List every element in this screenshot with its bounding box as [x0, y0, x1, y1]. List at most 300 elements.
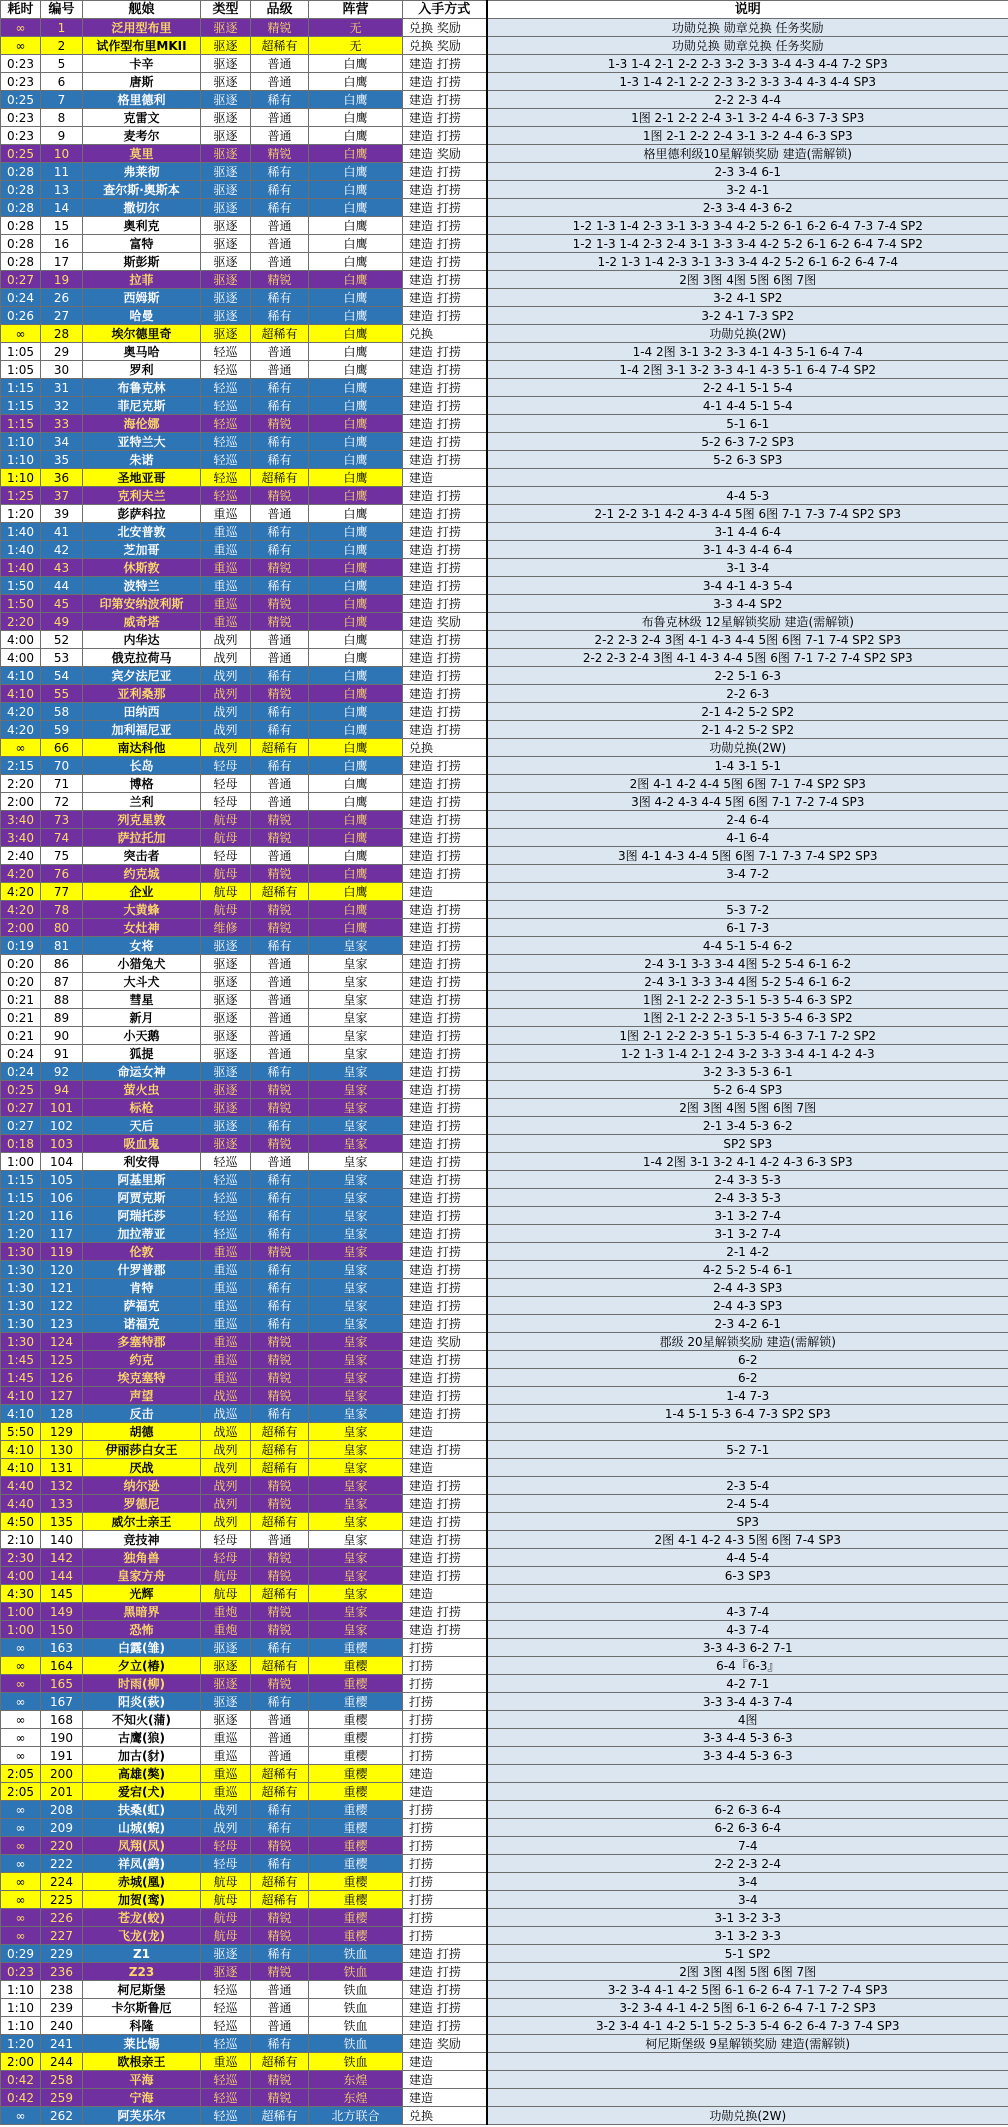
acquire-cell: 建造 打捞 [403, 1405, 487, 1423]
note-cell: 1图 2-1 2-2 2-3 5-1 5-3 5-4 6-3 SP2 [487, 991, 1008, 1009]
id-cell: 33 [41, 415, 83, 433]
acquire-cell: 建造 打捞 [403, 1027, 487, 1045]
id-cell: 75 [41, 847, 83, 865]
rarity-cell: 超稀有 [251, 739, 309, 757]
note-cell: 1-2 1-3 1-4 2-1 2-4 3-2 3-3 3-4 4-1 4-2 4-3 [487, 1045, 1008, 1063]
type-cell: 轻母 [201, 1549, 251, 1567]
note-cell: 功勋兑换(2W) [487, 2107, 1008, 2125]
type-cell: 轻巡 [201, 1999, 251, 2017]
id-cell: 94 [41, 1081, 83, 1099]
type-cell: 轻母 [201, 775, 251, 793]
faction-cell: 白鹰 [309, 685, 403, 703]
table-row [1, 1297, 1008, 1315]
note-cell: 4-1 4-4 5-1 5-4 [487, 397, 1008, 415]
faction-cell: 白鹰 [309, 433, 403, 451]
name-cell: 诺福克 [83, 1315, 201, 1333]
time-cell: 4:10 [1, 1441, 41, 1459]
type-cell: 驱逐 [201, 1945, 251, 1963]
faction-cell: 重樱 [309, 1675, 403, 1693]
rarity-cell: 稀有 [251, 1819, 309, 1837]
rarity-cell: 稀有 [251, 1207, 309, 1225]
id-cell: 26 [41, 289, 83, 307]
rarity-cell: 超稀有 [251, 1459, 309, 1477]
note-cell: 3-1 3-2 7-4 [487, 1207, 1008, 1225]
name-cell: 克雷文 [83, 109, 201, 127]
rarity-cell: 普通 [251, 1747, 309, 1765]
type-cell: 驱逐 [201, 1639, 251, 1657]
time-cell: 0:24 [1, 1045, 41, 1063]
table-row [1, 1657, 1008, 1675]
id-cell: 104 [41, 1153, 83, 1171]
name-cell: 高雄(獒) [83, 1765, 201, 1783]
faction-cell: 白鹰 [309, 559, 403, 577]
name-cell: 斯彭斯 [83, 253, 201, 271]
name-cell: 企业 [83, 883, 201, 901]
table-row [1, 1837, 1008, 1855]
acquire-cell: 打捞 [403, 1693, 487, 1711]
table-row [1, 1873, 1008, 1891]
acquire-cell: 建造 打捞 [403, 937, 487, 955]
table-row [1, 541, 1008, 559]
time-cell: 1:25 [1, 487, 41, 505]
table-row [1, 955, 1008, 973]
id-cell: 54 [41, 667, 83, 685]
id-cell: 74 [41, 829, 83, 847]
rarity-cell: 普通 [251, 505, 309, 523]
id-cell: 30 [41, 361, 83, 379]
note-cell: 3-3 4-4 SP2 [487, 595, 1008, 613]
time-cell: 3:40 [1, 829, 41, 847]
acquire-cell: 建造 [403, 883, 487, 901]
name-cell: 扶桑(虹) [83, 1801, 201, 1819]
acquire-cell: 打捞 [403, 1801, 487, 1819]
time-cell: 1:40 [1, 523, 41, 541]
rarity-cell: 普通 [251, 1027, 309, 1045]
id-cell: 87 [41, 973, 83, 991]
note-cell: 4-4 5-4 [487, 1549, 1008, 1567]
table-row [1, 721, 1008, 739]
acquire-cell: 建造 打捞 [403, 595, 487, 613]
rarity-cell: 普通 [251, 1045, 309, 1063]
name-cell: 阿瑞托莎 [83, 1207, 201, 1225]
rarity-cell: 稀有 [251, 1405, 309, 1423]
table-row [1, 1927, 1008, 1945]
name-cell: 萤火虫 [83, 1081, 201, 1099]
table-row [1, 1747, 1008, 1765]
faction-cell: 皇家 [309, 1477, 403, 1495]
table-row [1, 2053, 1008, 2071]
rarity-cell: 精锐 [251, 1387, 309, 1405]
acquire-cell: 建造 打捞 [403, 1603, 487, 1621]
note-cell: 4图 [487, 1711, 1008, 1729]
time-cell: ∞ [1, 1639, 41, 1657]
name-cell: 田纳西 [83, 703, 201, 721]
id-cell: 124 [41, 1333, 83, 1351]
faction-cell: 皇家 [309, 1189, 403, 1207]
note-cell: 5-2 6-4 SP3 [487, 1081, 1008, 1099]
time-cell: 4:00 [1, 631, 41, 649]
type-cell: 驱逐 [201, 55, 251, 73]
type-cell: 轻巡 [201, 433, 251, 451]
faction-cell: 皇家 [309, 1081, 403, 1099]
id-cell: 126 [41, 1369, 83, 1387]
name-cell: 纳尔逊 [83, 1477, 201, 1495]
type-cell: 驱逐 [201, 235, 251, 253]
faction-cell: 白鹰 [309, 775, 403, 793]
id-cell: 43 [41, 559, 83, 577]
faction-cell: 白鹰 [309, 721, 403, 739]
acquire-cell: 打捞 [403, 1657, 487, 1675]
table-row [1, 361, 1008, 379]
id-cell: 222 [41, 1855, 83, 1873]
name-cell: 莱比锡 [83, 2035, 201, 2053]
type-cell: 轻巡 [201, 469, 251, 487]
faction-cell: 白鹰 [309, 505, 403, 523]
id-cell: 127 [41, 1387, 83, 1405]
note-cell: 2-3 5-4 [487, 1477, 1008, 1495]
type-cell: 航母 [201, 1891, 251, 1909]
name-cell: 拉菲 [83, 271, 201, 289]
rarity-cell: 稀有 [251, 703, 309, 721]
type-cell: 航母 [201, 883, 251, 901]
note-cell: 6-2 6-3 6-4 [487, 1819, 1008, 1837]
type-cell: 轻母 [201, 757, 251, 775]
rarity-cell: 稀有 [251, 379, 309, 397]
time-cell: 0:27 [1, 1099, 41, 1117]
name-cell: 山城(蜺) [83, 1819, 201, 1837]
type-cell: 战列 [201, 739, 251, 757]
id-cell: 209 [41, 1819, 83, 1837]
id-cell: 224 [41, 1873, 83, 1891]
faction-cell: 白鹰 [309, 865, 403, 883]
id-cell: 10 [41, 145, 83, 163]
note-cell: 3-1 3-2 7-4 [487, 1225, 1008, 1243]
table-row [1, 1243, 1008, 1261]
table-row [1, 271, 1008, 289]
name-cell: 平海 [83, 2071, 201, 2089]
faction-cell: 皇家 [309, 1261, 403, 1279]
id-cell: 259 [41, 2089, 83, 2107]
acquire-cell: 建造 打捞 [403, 379, 487, 397]
time-cell: 1:15 [1, 1171, 41, 1189]
faction-cell: 皇家 [309, 1531, 403, 1549]
type-cell: 轻巡 [201, 343, 251, 361]
acquire-cell: 建造 打捞 [403, 955, 487, 973]
table-row [1, 1603, 1008, 1621]
table-row [1, 739, 1008, 757]
time-cell: 0:18 [1, 1135, 41, 1153]
type-cell: 重巡 [201, 1351, 251, 1369]
rarity-cell: 精锐 [251, 2071, 309, 2089]
faction-cell: 皇家 [309, 1513, 403, 1531]
name-cell: 赤城(凰) [83, 1873, 201, 1891]
time-cell: ∞ [1, 1909, 41, 1927]
time-cell: 5:50 [1, 1423, 41, 1441]
faction-cell: 重樱 [309, 1891, 403, 1909]
acquire-cell: 建造 打捞 [403, 775, 487, 793]
note-cell: 2-4 4-3 SP3 [487, 1297, 1008, 1315]
faction-cell: 白鹰 [309, 271, 403, 289]
acquire-cell: 打捞 [403, 1891, 487, 1909]
faction-cell: 白鹰 [309, 703, 403, 721]
note-cell [487, 1783, 1008, 1801]
type-cell: 轻母 [201, 793, 251, 811]
faction-cell: 白鹰 [309, 667, 403, 685]
faction-cell: 白鹰 [309, 595, 403, 613]
name-cell: 厌战 [83, 1459, 201, 1477]
acquire-cell: 建造 打捞 [403, 1549, 487, 1567]
name-cell: 欧根亲王 [83, 2053, 201, 2071]
name-cell: 内华达 [83, 631, 201, 649]
type-cell: 战列 [201, 1441, 251, 1459]
note-cell: 2-1 4-2 5-2 SP2 [487, 721, 1008, 739]
name-cell: 埃尔德里奇 [83, 325, 201, 343]
time-cell: 4:20 [1, 865, 41, 883]
time-cell: 0:26 [1, 307, 41, 325]
time-cell: 0:19 [1, 937, 41, 955]
rarity-cell: 普通 [251, 127, 309, 145]
table-row [1, 1729, 1008, 1747]
time-cell: 1:15 [1, 415, 41, 433]
id-cell: 16 [41, 235, 83, 253]
rarity-cell: 精锐 [251, 1675, 309, 1693]
acquire-cell: 打捞 [403, 1855, 487, 1873]
note-cell: 2-2 4-1 5-1 5-4 [487, 379, 1008, 397]
header-acquire: 入手方式 [403, 1, 487, 19]
time-cell: 2:00 [1, 2053, 41, 2071]
rarity-cell: 稀有 [251, 721, 309, 739]
id-cell: 1 [41, 19, 83, 37]
time-cell: 0:21 [1, 1009, 41, 1027]
note-cell: 布鲁克林级 12星解锁奖励 建造(需解锁) [487, 613, 1008, 631]
type-cell: 轻巡 [201, 2017, 251, 2035]
name-cell: 突击者 [83, 847, 201, 865]
faction-cell: 白鹰 [309, 73, 403, 91]
id-cell: 150 [41, 1621, 83, 1639]
name-cell: 吸血鬼 [83, 1135, 201, 1153]
time-cell: ∞ [1, 739, 41, 757]
name-cell: 博格 [83, 775, 201, 793]
type-cell: 重巡 [201, 1765, 251, 1783]
acquire-cell: 建造 [403, 1459, 487, 1477]
acquire-cell: 建造 打捞 [403, 667, 487, 685]
id-cell: 129 [41, 1423, 83, 1441]
name-cell: 西姆斯 [83, 289, 201, 307]
faction-cell: 铁血 [309, 2035, 403, 2053]
header-rarity: 品级 [251, 1, 309, 19]
faction-cell: 重樱 [309, 1855, 403, 1873]
acquire-cell: 建造 打捞 [403, 703, 487, 721]
name-cell: 列克星敦 [83, 811, 201, 829]
note-cell: 柯尼斯堡级 9星解锁奖励 建造(需解锁) [487, 2035, 1008, 2053]
id-cell: 133 [41, 1495, 83, 1513]
id-cell: 44 [41, 577, 83, 595]
name-cell: 萨福克 [83, 1297, 201, 1315]
rarity-cell: 稀有 [251, 1117, 309, 1135]
note-cell: 3-4 4-1 4-3 5-4 [487, 577, 1008, 595]
faction-cell: 皇家 [309, 1243, 403, 1261]
table-row [1, 1207, 1008, 1225]
time-cell: 1:15 [1, 1189, 41, 1207]
type-cell: 驱逐 [201, 1117, 251, 1135]
acquire-cell: 建造 打捞 [403, 271, 487, 289]
id-cell: 8 [41, 109, 83, 127]
type-cell: 重巡 [201, 523, 251, 541]
rarity-cell: 稀有 [251, 1189, 309, 1207]
acquire-cell: 建造 打捞 [403, 1171, 487, 1189]
time-cell: 1:20 [1, 505, 41, 523]
table-row [1, 1783, 1008, 1801]
id-cell: 15 [41, 217, 83, 235]
table-row [1, 235, 1008, 253]
id-cell: 5 [41, 55, 83, 73]
name-cell: 试作型布里MKII [83, 37, 201, 55]
table-row [1, 1477, 1008, 1495]
id-cell: 190 [41, 1729, 83, 1747]
type-cell: 驱逐 [201, 1135, 251, 1153]
name-cell: 印第安纳波利斯 [83, 595, 201, 613]
rarity-cell: 精锐 [251, 1135, 309, 1153]
acquire-cell: 建造 打捞 [403, 973, 487, 991]
time-cell: 1:20 [1, 1207, 41, 1225]
faction-cell: 白鹰 [309, 325, 403, 343]
id-cell: 17 [41, 253, 83, 271]
faction-cell: 重樱 [309, 1747, 403, 1765]
table-row [1, 73, 1008, 91]
name-cell: 大黄蜂 [83, 901, 201, 919]
faction-cell: 白鹰 [309, 487, 403, 505]
note-cell: 4-2 7-1 [487, 1675, 1008, 1693]
type-cell: 驱逐 [201, 289, 251, 307]
note-cell: 6-2 [487, 1351, 1008, 1369]
name-cell: 查尔斯·奥斯本 [83, 181, 201, 199]
table-row [1, 1225, 1008, 1243]
table-row [1, 1945, 1008, 1963]
id-cell: 49 [41, 613, 83, 631]
type-cell: 轻巡 [201, 379, 251, 397]
type-cell: 重炮 [201, 1603, 251, 1621]
time-cell: 2:30 [1, 1549, 41, 1567]
name-cell: 利安得 [83, 1153, 201, 1171]
time-cell: 1:30 [1, 1279, 41, 1297]
note-cell: 4-4 5-1 5-4 6-2 [487, 937, 1008, 955]
table-row [1, 415, 1008, 433]
rarity-cell: 精锐 [251, 1963, 309, 1981]
type-cell: 驱逐 [201, 1657, 251, 1675]
time-cell: ∞ [1, 1891, 41, 1909]
rarity-cell: 精锐 [251, 487, 309, 505]
name-cell: 芝加哥 [83, 541, 201, 559]
name-cell: 什罗普郡 [83, 1261, 201, 1279]
type-cell: 战列 [201, 703, 251, 721]
rarity-cell: 超稀有 [251, 1585, 309, 1603]
table-row [1, 1513, 1008, 1531]
faction-cell: 白鹰 [309, 55, 403, 73]
time-cell: 4:40 [1, 1495, 41, 1513]
faction-cell: 白鹰 [309, 793, 403, 811]
id-cell: 167 [41, 1693, 83, 1711]
acquire-cell: 建造 打捞 [403, 1153, 487, 1171]
rarity-cell: 精锐 [251, 1351, 309, 1369]
id-cell: 2 [41, 37, 83, 55]
id-cell: 105 [41, 1171, 83, 1189]
note-cell: 1-4 7-3 [487, 1387, 1008, 1405]
table-row [1, 667, 1008, 685]
rarity-cell: 普通 [251, 631, 309, 649]
acquire-cell: 建造 打捞 [403, 793, 487, 811]
type-cell: 轻巡 [201, 397, 251, 415]
note-cell: SP3 [487, 1513, 1008, 1531]
name-cell: 兰利 [83, 793, 201, 811]
time-cell: 0:28 [1, 253, 41, 271]
note-cell [487, 469, 1008, 487]
acquire-cell: 建造 打捞 [403, 343, 487, 361]
header-name: 舰娘 [83, 1, 201, 19]
note-cell: 功勋兑换 勋章兑换 任务奖励 [487, 19, 1008, 37]
type-cell: 驱逐 [201, 181, 251, 199]
type-cell: 重巡 [201, 559, 251, 577]
rarity-cell: 稀有 [251, 1279, 309, 1297]
note-cell: 3-3 4-4 5-3 6-3 [487, 1747, 1008, 1765]
time-cell: 2:05 [1, 1765, 41, 1783]
faction-cell: 白鹰 [309, 199, 403, 217]
table-row [1, 937, 1008, 955]
faction-cell: 白鹰 [309, 145, 403, 163]
note-cell: 2-2 2-3 4-4 [487, 91, 1008, 109]
name-cell: 阿基里斯 [83, 1171, 201, 1189]
table-row [1, 2017, 1008, 2035]
table-row [1, 1405, 1008, 1423]
id-cell: 37 [41, 487, 83, 505]
rarity-cell: 普通 [251, 253, 309, 271]
type-cell: 重巡 [201, 1369, 251, 1387]
rarity-cell: 稀有 [251, 667, 309, 685]
type-cell: 重巡 [201, 541, 251, 559]
faction-cell: 铁血 [309, 1963, 403, 1981]
type-cell: 重巡 [201, 1747, 251, 1765]
id-cell: 103 [41, 1135, 83, 1153]
faction-cell: 白鹰 [309, 289, 403, 307]
table-row [1, 127, 1008, 145]
name-cell: 女将 [83, 937, 201, 955]
faction-cell: 白鹰 [309, 847, 403, 865]
name-cell: 约克 [83, 1351, 201, 1369]
id-cell: 130 [41, 1441, 83, 1459]
type-cell: 驱逐 [201, 973, 251, 991]
type-cell: 驱逐 [201, 1963, 251, 1981]
note-cell: 7-4 [487, 1837, 1008, 1855]
id-cell: 88 [41, 991, 83, 1009]
id-cell: 128 [41, 1405, 83, 1423]
note-cell: 2-4 5-4 [487, 1495, 1008, 1513]
rarity-cell: 稀有 [251, 433, 309, 451]
acquire-cell: 打捞 [403, 1837, 487, 1855]
type-cell: 轻巡 [201, 1225, 251, 1243]
note-cell: 1-3 1-4 2-1 2-2 2-3 3-2 3-3 3-4 4-3 4-4 7-2 SP3 [487, 55, 1008, 73]
faction-cell: 白鹰 [309, 613, 403, 631]
faction-cell: 白鹰 [309, 829, 403, 847]
acquire-cell: 建造 打捞 [403, 1099, 487, 1117]
acquire-cell: 建造 打捞 [403, 73, 487, 91]
note-cell: SP2 SP3 [487, 1135, 1008, 1153]
name-cell: 菲尼克斯 [83, 397, 201, 415]
time-cell: 4:30 [1, 1585, 41, 1603]
time-cell: 1:15 [1, 379, 41, 397]
type-cell: 战列 [201, 1477, 251, 1495]
acquire-cell: 打捞 [403, 1873, 487, 1891]
type-cell: 驱逐 [201, 937, 251, 955]
faction-cell: 铁血 [309, 1999, 403, 2017]
